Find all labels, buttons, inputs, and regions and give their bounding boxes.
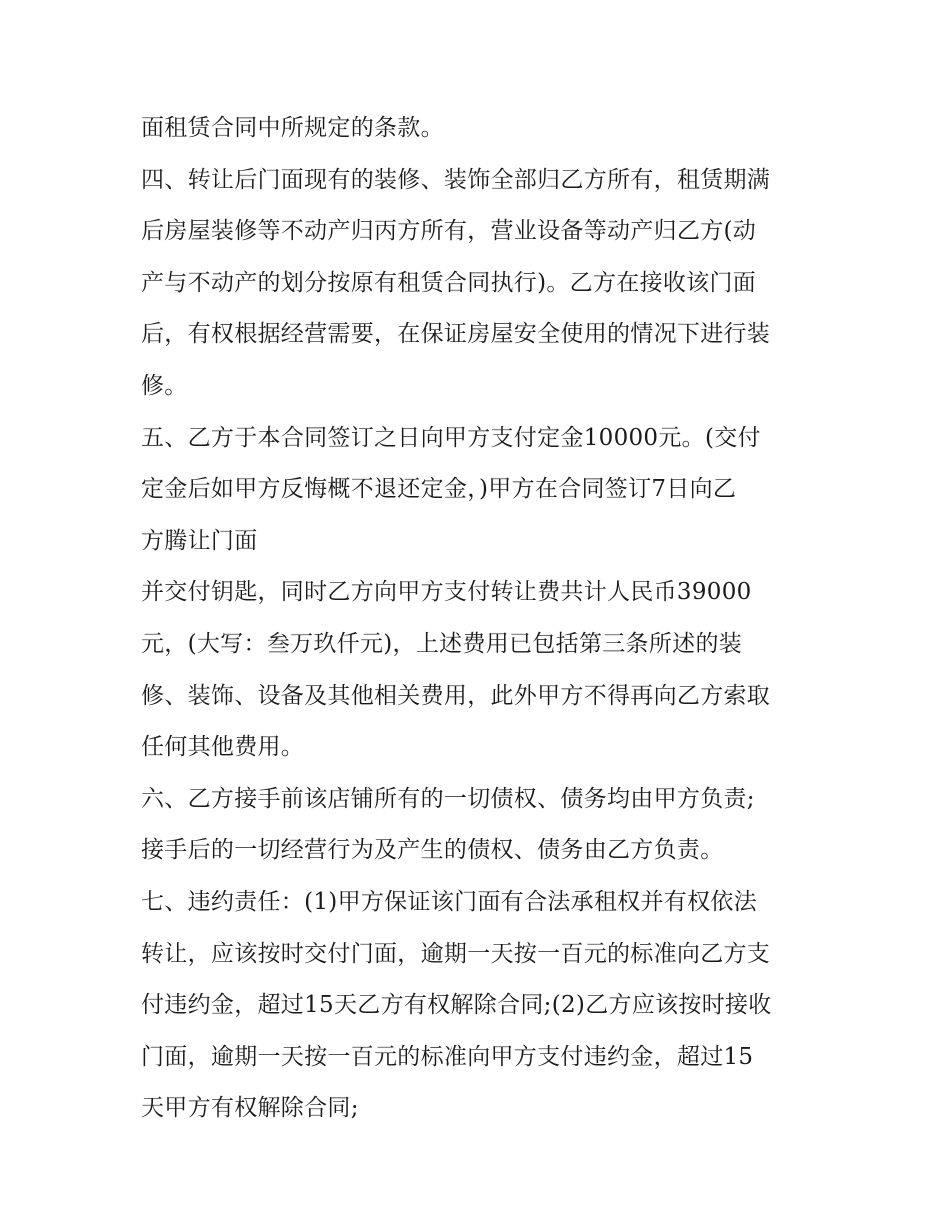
text-line: 方腾让门面 xyxy=(141,527,258,554)
text-line: 并交付钥匙，同时乙方向甲方支付转让费共计人民币39000 xyxy=(141,579,752,606)
text-line: 修、装饰、设备及其他相关费用，此外甲方不得再向乙方索取 xyxy=(141,682,771,709)
text-line: 任何其他费用。 xyxy=(141,734,305,761)
text-line: 后房屋装修等不动产归丙方所有，营业设备等动产归乙方(动 xyxy=(141,218,757,245)
contract-text xyxy=(141,103,841,1135)
text-line: 转让，应该按时交付门面，逾期一天按一百元的标准向乙方支 xyxy=(141,940,771,967)
text-line: 付违约金，超过15天乙方有权解除合同;(2)乙方应该按时接收 xyxy=(141,992,772,1019)
text-line: 定金后如甲方反悔概不退还定金，)甲方在合同签订7日向乙 xyxy=(141,476,737,503)
text-line: 门面，逾期一天按一百元的标准向甲方支付违约金，超过15 xyxy=(141,1043,754,1070)
text-line: 六、乙方接手前该店铺所有的一切债权、债务均由甲方负责; xyxy=(141,785,755,812)
text-line: 产与不动产的划分按原有租赁合同执行)。乙方在接收该门面 xyxy=(141,269,757,296)
text-line: 后，有权根据经营需要，在保证房屋安全使用的情况下进行装 xyxy=(141,321,771,348)
text-line: 四、转让后门面现有的装修、装饰全部归乙方所有，租赁期满 xyxy=(141,166,771,193)
text-line: 元，(大写：叁万玖仟元)，上述费用已包括第三条所述的装 xyxy=(141,630,743,657)
text-line: 天甲方有权解除合同; xyxy=(141,1095,359,1122)
text-line: 修。 xyxy=(141,372,188,399)
text-line: 五、乙方于本合同签订之日向甲方支付定金10000元。(交付 xyxy=(141,424,761,451)
text-line: 接手后的一切经营行为及产生的债权、债务由乙方负责。 xyxy=(141,837,724,864)
text-line: 面租赁合同中所规定的条款。 xyxy=(141,115,444,141)
text-line: 七、违约责任：(1)甲方保证该门面有合法承租权并有权依法 xyxy=(141,888,757,915)
